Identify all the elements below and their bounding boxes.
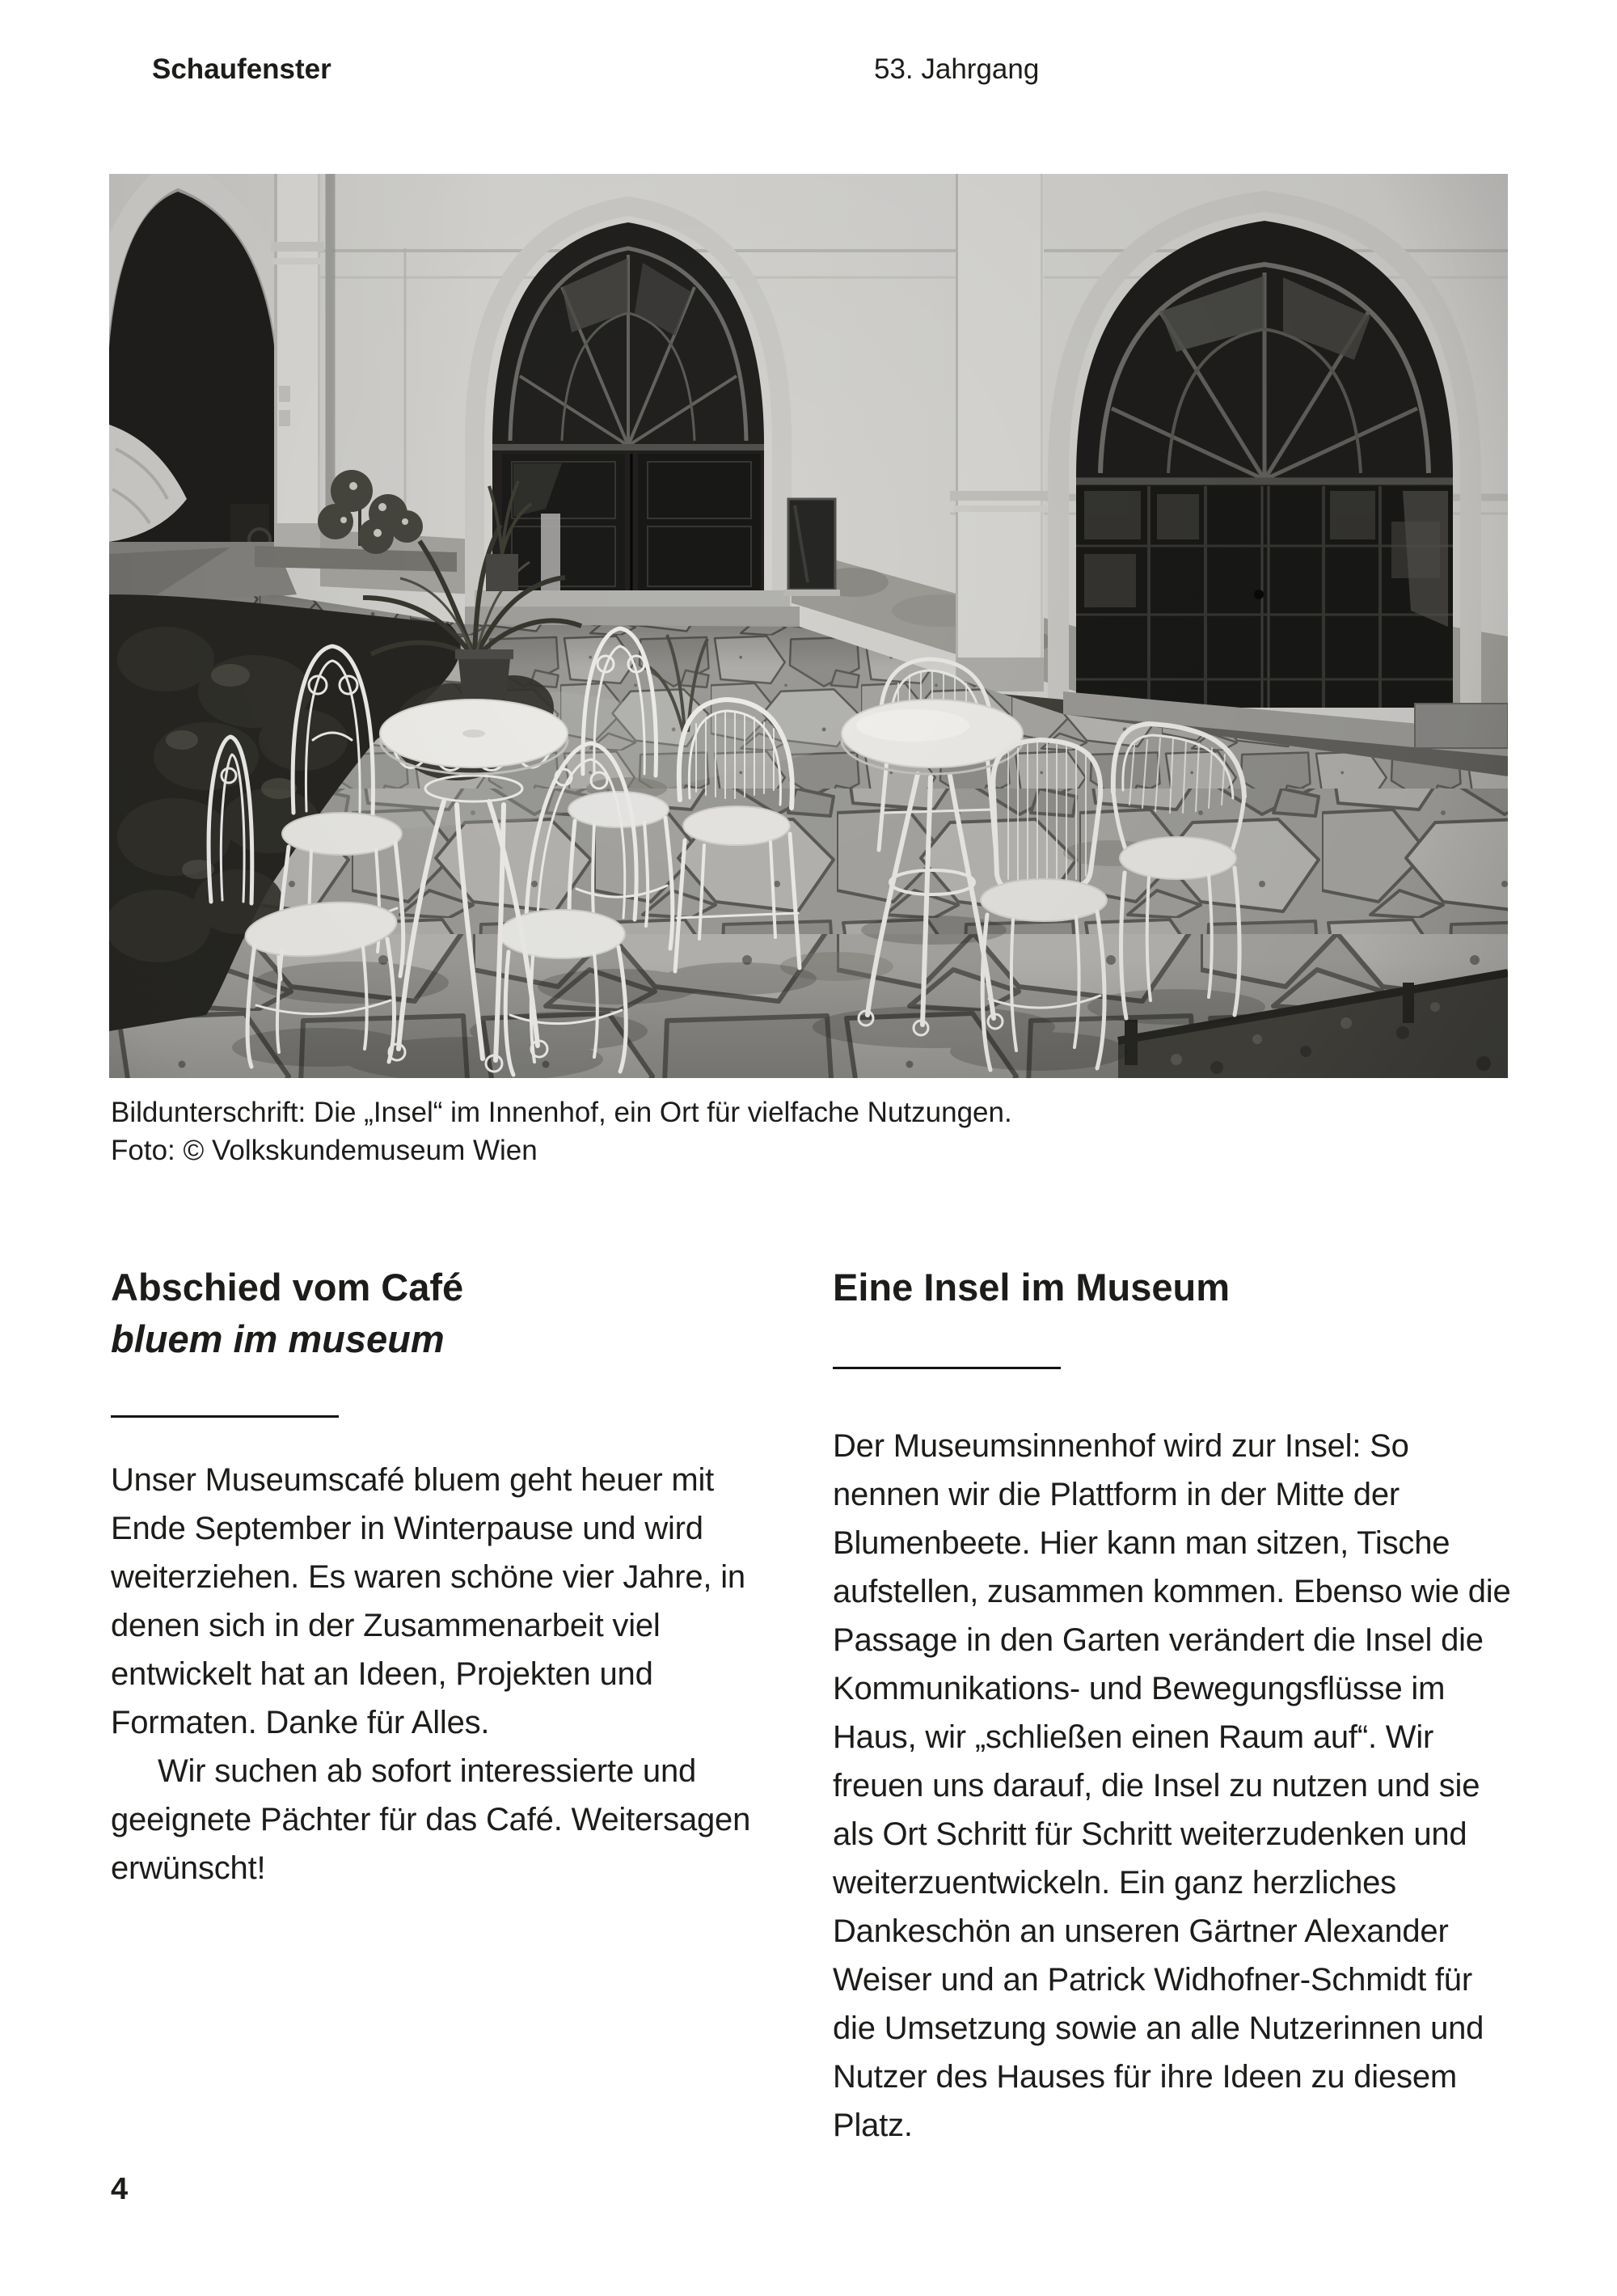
header-section-title: Schaufenster (152, 53, 331, 85)
article-title-left (111, 1262, 790, 1365)
courtyard-photo-illustration (109, 174, 1508, 1078)
caption-line-1: Bildunterschrift: Die „Insel“ im Innenhof, ein Ort für vielfache Nutzungen. (111, 1097, 1012, 1128)
title-rule-left (111, 1415, 339, 1418)
gray-film-overlay (109, 174, 1508, 1078)
header-volume: 53. Jahrgang (874, 53, 1040, 85)
article-title-right (833, 1262, 1528, 1313)
page-number: 4 (111, 2172, 129, 2206)
article-title-left-line2: bluem im museum (111, 1317, 445, 1360)
article-body-left (111, 1456, 775, 1892)
paragraph: Wir suchen ab sofort interessierte und geeignete Pächter für das Café. Weitersagen erwünscht! (111, 1753, 751, 1886)
paragraph: Der Museumsinnenhof wird zur Insel: So nennen wir die Plattform in der Mitte der Blumenbeete. Hier kann man sitzen, Tische aufstellen, zusammen kommen. Ebenso wie die Passage in den Garten verändert die Insel die Kommunikations- und Bewegungsflüsse im Haus, wir „schließen einen Raum auf“. Wir freuen uns darauf, die Insel zu nutzen und sie als Ort Schritt für Schritt weiterzudenken und weiterzuentwickeln. Ein ganz herzliches Dankeschön an unseren Gärtner Alexander Weiser und an Patrick Widhofner-Schmidt für die Umsetzung sowie an alle Nutzerinnen und Nutzer des Hauses für ihre Ideen zu diesem Platz. (833, 1428, 1511, 2143)
paragraph: Unser Museumscafé bluem geht heuer mit Ende September in Winterpause und wird weiterziehen. Es waren schöne vier Jahre, in denen sich in der Zusammenarbeit viel entwickelt hat an Ideen, Projekten und Formaten. Danke für Alles. (111, 1462, 745, 1740)
title-rule-right (833, 1367, 1061, 1369)
courtyard-photo (109, 174, 1508, 1078)
caption-line-2: Foto: © Volkskundemuseum Wien (111, 1135, 538, 1166)
article-body-right (833, 1422, 1514, 2150)
article-title-right-line1: Eine Insel im Museum (833, 1266, 1231, 1309)
article-title-left-line1: Abschied vom Café (111, 1266, 464, 1309)
photo-caption (111, 1093, 1372, 1169)
